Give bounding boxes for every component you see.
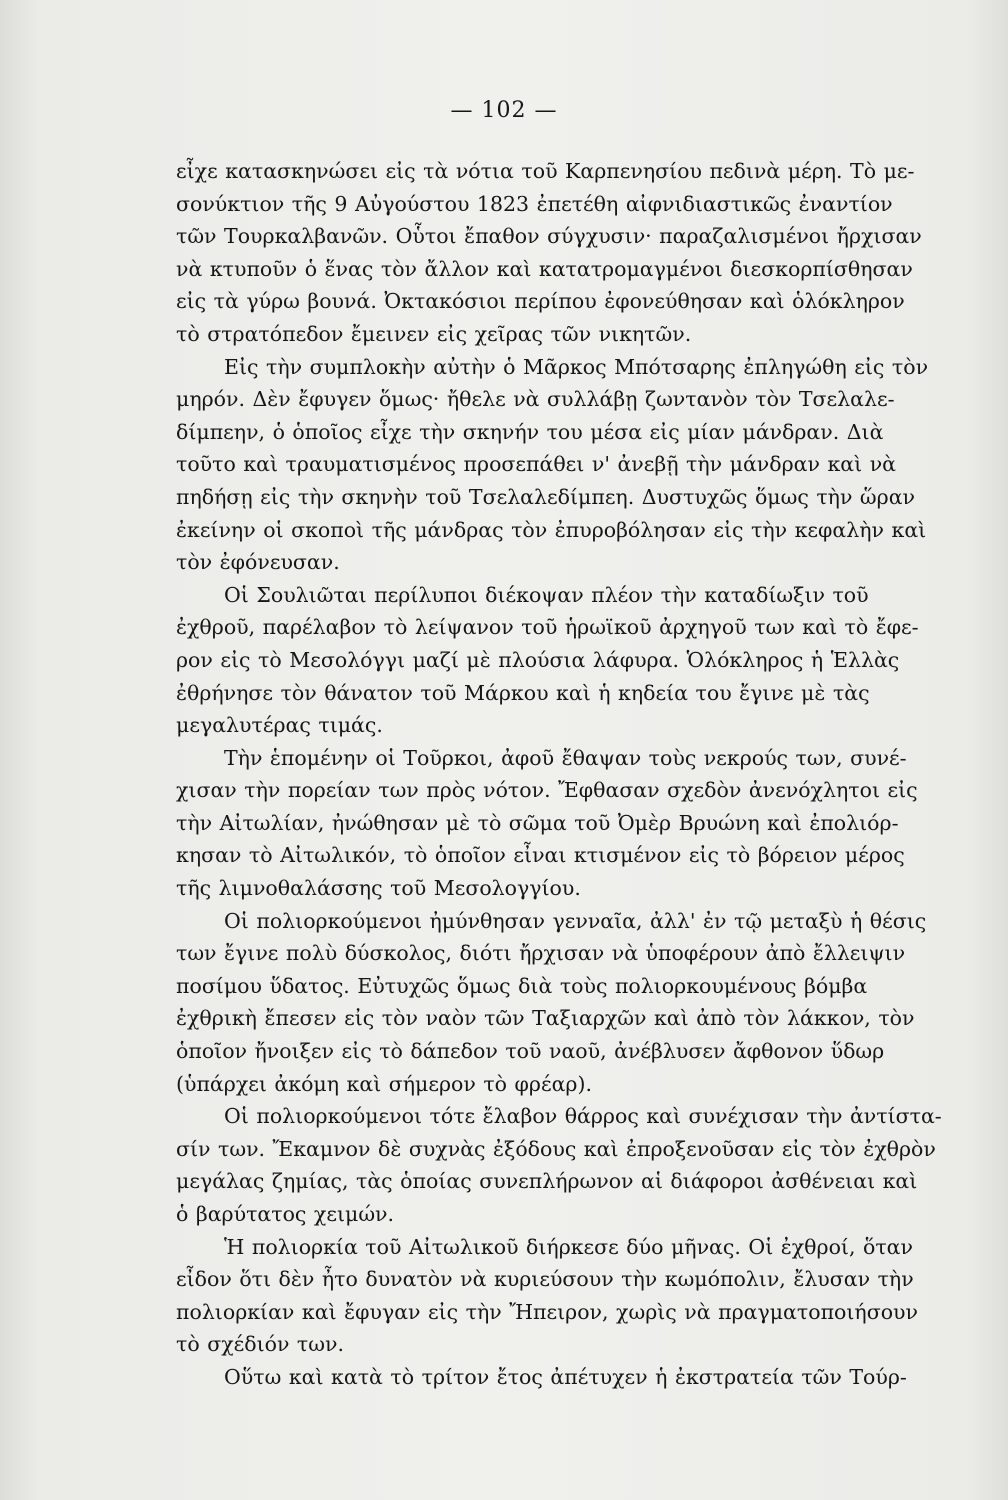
text-line: τὴν Αἰτωλίαν, ἠνώθησαν μὲ τὸ σῶμα τοῦ Ὀμὲρ Βρυώνη καὶ ἐπολιόρ-: [176, 810, 899, 835]
text-line: δίμπεην, ὁ ὁποῖος εἶχε τὴν σκηνήν του μέσα εἰς μίαν μάνδραν. Διὰ: [176, 419, 884, 444]
text-line: πολιορκίαν καὶ ἔφυγαν εἰς τὴν Ἤπειρον, χωρὶς νὰ πραγματοποιήσουν: [176, 1299, 918, 1324]
text-line: ποσίμου ὕδατος. Εὐτυχῶς ὅμως διὰ τοὺς πολιορκουμένους βόμβα: [176, 973, 868, 998]
text-line: μεγαλυτέρας τιμάς.: [176, 713, 383, 738]
text-line: ὁποῖον ἤνοιξεν εἰς τὸ δάπεδον τοῦ ναοῦ, ἀνέβλυσεν ἄφθονον ὕδωρ: [176, 1039, 885, 1064]
text-line: Οἱ πολιορκούμενοι ἠμύνθησαν γενναῖα, ἀλλ' ἐν τῷ μεταξὺ ἡ θέσις: [224, 908, 927, 933]
text-line: τὸν ἐφόνευσαν.: [176, 550, 340, 575]
text-line: τὸ στρατόπεδον ἔμεινεν εἰς χεῖρας τῶν νικητῶν.: [176, 321, 692, 346]
paragraph-3: [176, 579, 962, 742]
paragraph-2: [176, 351, 962, 579]
text-line: μεγάλας ζημίας, τὰς ὁποίας συνεπλήρωνον αἱ διάφοροι ἀσθένειαι καὶ: [176, 1169, 918, 1194]
text-line: Τὴν ἑπομένην οἱ Τοῦρκοι, ἀφοῦ ἔθαψαν τοὺς νεκρούς των, συνέ-: [224, 745, 907, 770]
text-line: Οἱ πολιορκούμενοι τότε ἔλαβον θάρρος καὶ συνέχισαν τὴν ἀντίστα-: [224, 1104, 942, 1129]
text-line: ἐκείνην οἱ σκοποὶ τῆς μάνδρας τὸν ἐπυροβόλησαν εἰς τὴν κεφαλὴν καὶ: [176, 517, 927, 542]
text-line: ἐθρήνησε τὸν θάνατον τοῦ Μάρκου καὶ ἡ κηδεία του ἔγινε μὲ τὰς: [176, 680, 870, 705]
text-line: μηρόν. Δὲν ἔφυγεν ὅμως· ἤθελε νὰ συλλάβῃ ζωντανὸν τὸν Τσελαλε-: [176, 387, 895, 412]
page-number: — 102 —: [450, 98, 558, 123]
paragraph-4: [176, 742, 962, 905]
paragraph-7: [176, 1231, 962, 1361]
text-line: ἐχθροῦ, παρέλαβον τὸ λείψανον τοῦ ἡρωϊκοῦ ἀρχηγοῦ των καὶ τὸ ἔφε-: [176, 615, 919, 640]
text-line: ἐχθρικὴ ἔπεσεν εἰς τὸν ναὸν τῶν Ταξιαρχῶν καὶ ἀπὸ τὸν λάκκον, τὸν: [176, 1006, 915, 1031]
text-line: σίν των. Ἔκαμνον δὲ συχνὰς ἐξόδους καὶ ἐπροξενοῦσαν εἰς τὸν ἐχθρὸν: [176, 1136, 936, 1161]
text-line: σονύκτιον τῆς 9 Αὐγούστου 1823 ἐπετέθη αἰφνιδιαστικῶς ἐναντίον: [176, 191, 893, 216]
text-line: εἶδον ὅτι δὲν ἦτο δυνατὸν νὰ κυριεύσουν τὴν κωμόπολιν, ἔλυσαν τὴν: [176, 1267, 914, 1292]
text-line: Οὕτω καὶ κατὰ τὸ τρίτον ἔτος ἀπέτυχεν ἡ ἐκστρατεία τῶν Τούρ-: [224, 1364, 907, 1389]
text-line: πηδήσῃ εἰς τὴν σκηνὴν τοῦ Τσελαλεδίμπεη. Δυστυχῶς ὅμως τὴν ὥραν: [176, 484, 916, 509]
text-line: εἶχε κατασκηνώσει εἰς τὰ νότια τοῦ Καρπενησίου πεδινὰ μέρη. Τὸ με-: [176, 159, 915, 183]
text-line: χισαν τὴν πορείαν των πρὸς νότον. Ἔφθασαν σχεδὸν ἀνενόχλητοι εἰς: [176, 778, 918, 803]
paragraph-6: [176, 1100, 962, 1230]
text-line: τῆς λιμνοθαλάσσης τοῦ Μεσολογγίου.: [176, 876, 581, 901]
text-line: Εἰς τὴν συμπλοκὴν αὐτὴν ὁ Μᾶρκος Μπότσαρης ἐπληγώθη εἰς τὸν: [224, 354, 929, 379]
text-line: εἰς τὰ γύρω βουνά. Ὀκτακόσιοι περίπου ἐφονεύθησαν καὶ ὁλόκληρον: [176, 289, 905, 314]
text-line: τὸ σχέδιόν των.: [176, 1332, 344, 1357]
text-line: κησαν τὸ Αἰτωλικόν, τὸ ὁποῖον εἶναι κτισμένον εἰς τὸ βόρειον μέρος: [176, 843, 905, 868]
text-line: τῶν Τουρκαλβανῶν. Οὗτοι ἔπαθον σύγχυσιν· παραζαλισμένοι ἤρχισαν: [176, 224, 922, 249]
paragraph-8: [176, 1361, 962, 1394]
text-line: Οἱ Σουλιῶται περίλυποι διέκοψαν πλέον τὴν καταδίωξιν τοῦ: [224, 582, 869, 607]
text-line: ὁ βαρύτατος χειμών.: [176, 1202, 395, 1226]
text-line: ρον εἰς τὸ Μεσολόγγι μαζί μὲ πλούσια λάφυρα. Ὁλόκληρος ἡ Ἑλλὰς: [176, 647, 900, 672]
text-line: Ἡ πολιορκία τοῦ Αἰτωλικοῦ διήρκεσε δύο μῆνας. Οἱ ἐχθροί, ὅταν: [224, 1234, 913, 1259]
text-line: (ὑπάρχει ἀκόμη καὶ σήμερον τὸ φρέαρ).: [176, 1071, 592, 1096]
text-line: τοῦτο καὶ τραυματισμένος προσεπάθει ν' ἀνεβῇ τὴν μάνδραν καὶ νὰ: [176, 452, 897, 477]
text-line: των ἔγινε πολὺ δύσκολος, διότι ἤρχισαν νὰ ὑποφέρουν ἀπὸ ἔλλειψιν: [176, 941, 906, 966]
text-line: νὰ κτυποῦν ὁ ἕνας τὸν ἄλλον καὶ κατατρομαγμένοι διεσκορπίσθησαν: [176, 256, 913, 281]
paragraph-1: [176, 155, 962, 351]
body-text: [176, 155, 962, 1394]
paragraph-5: [176, 905, 962, 1101]
